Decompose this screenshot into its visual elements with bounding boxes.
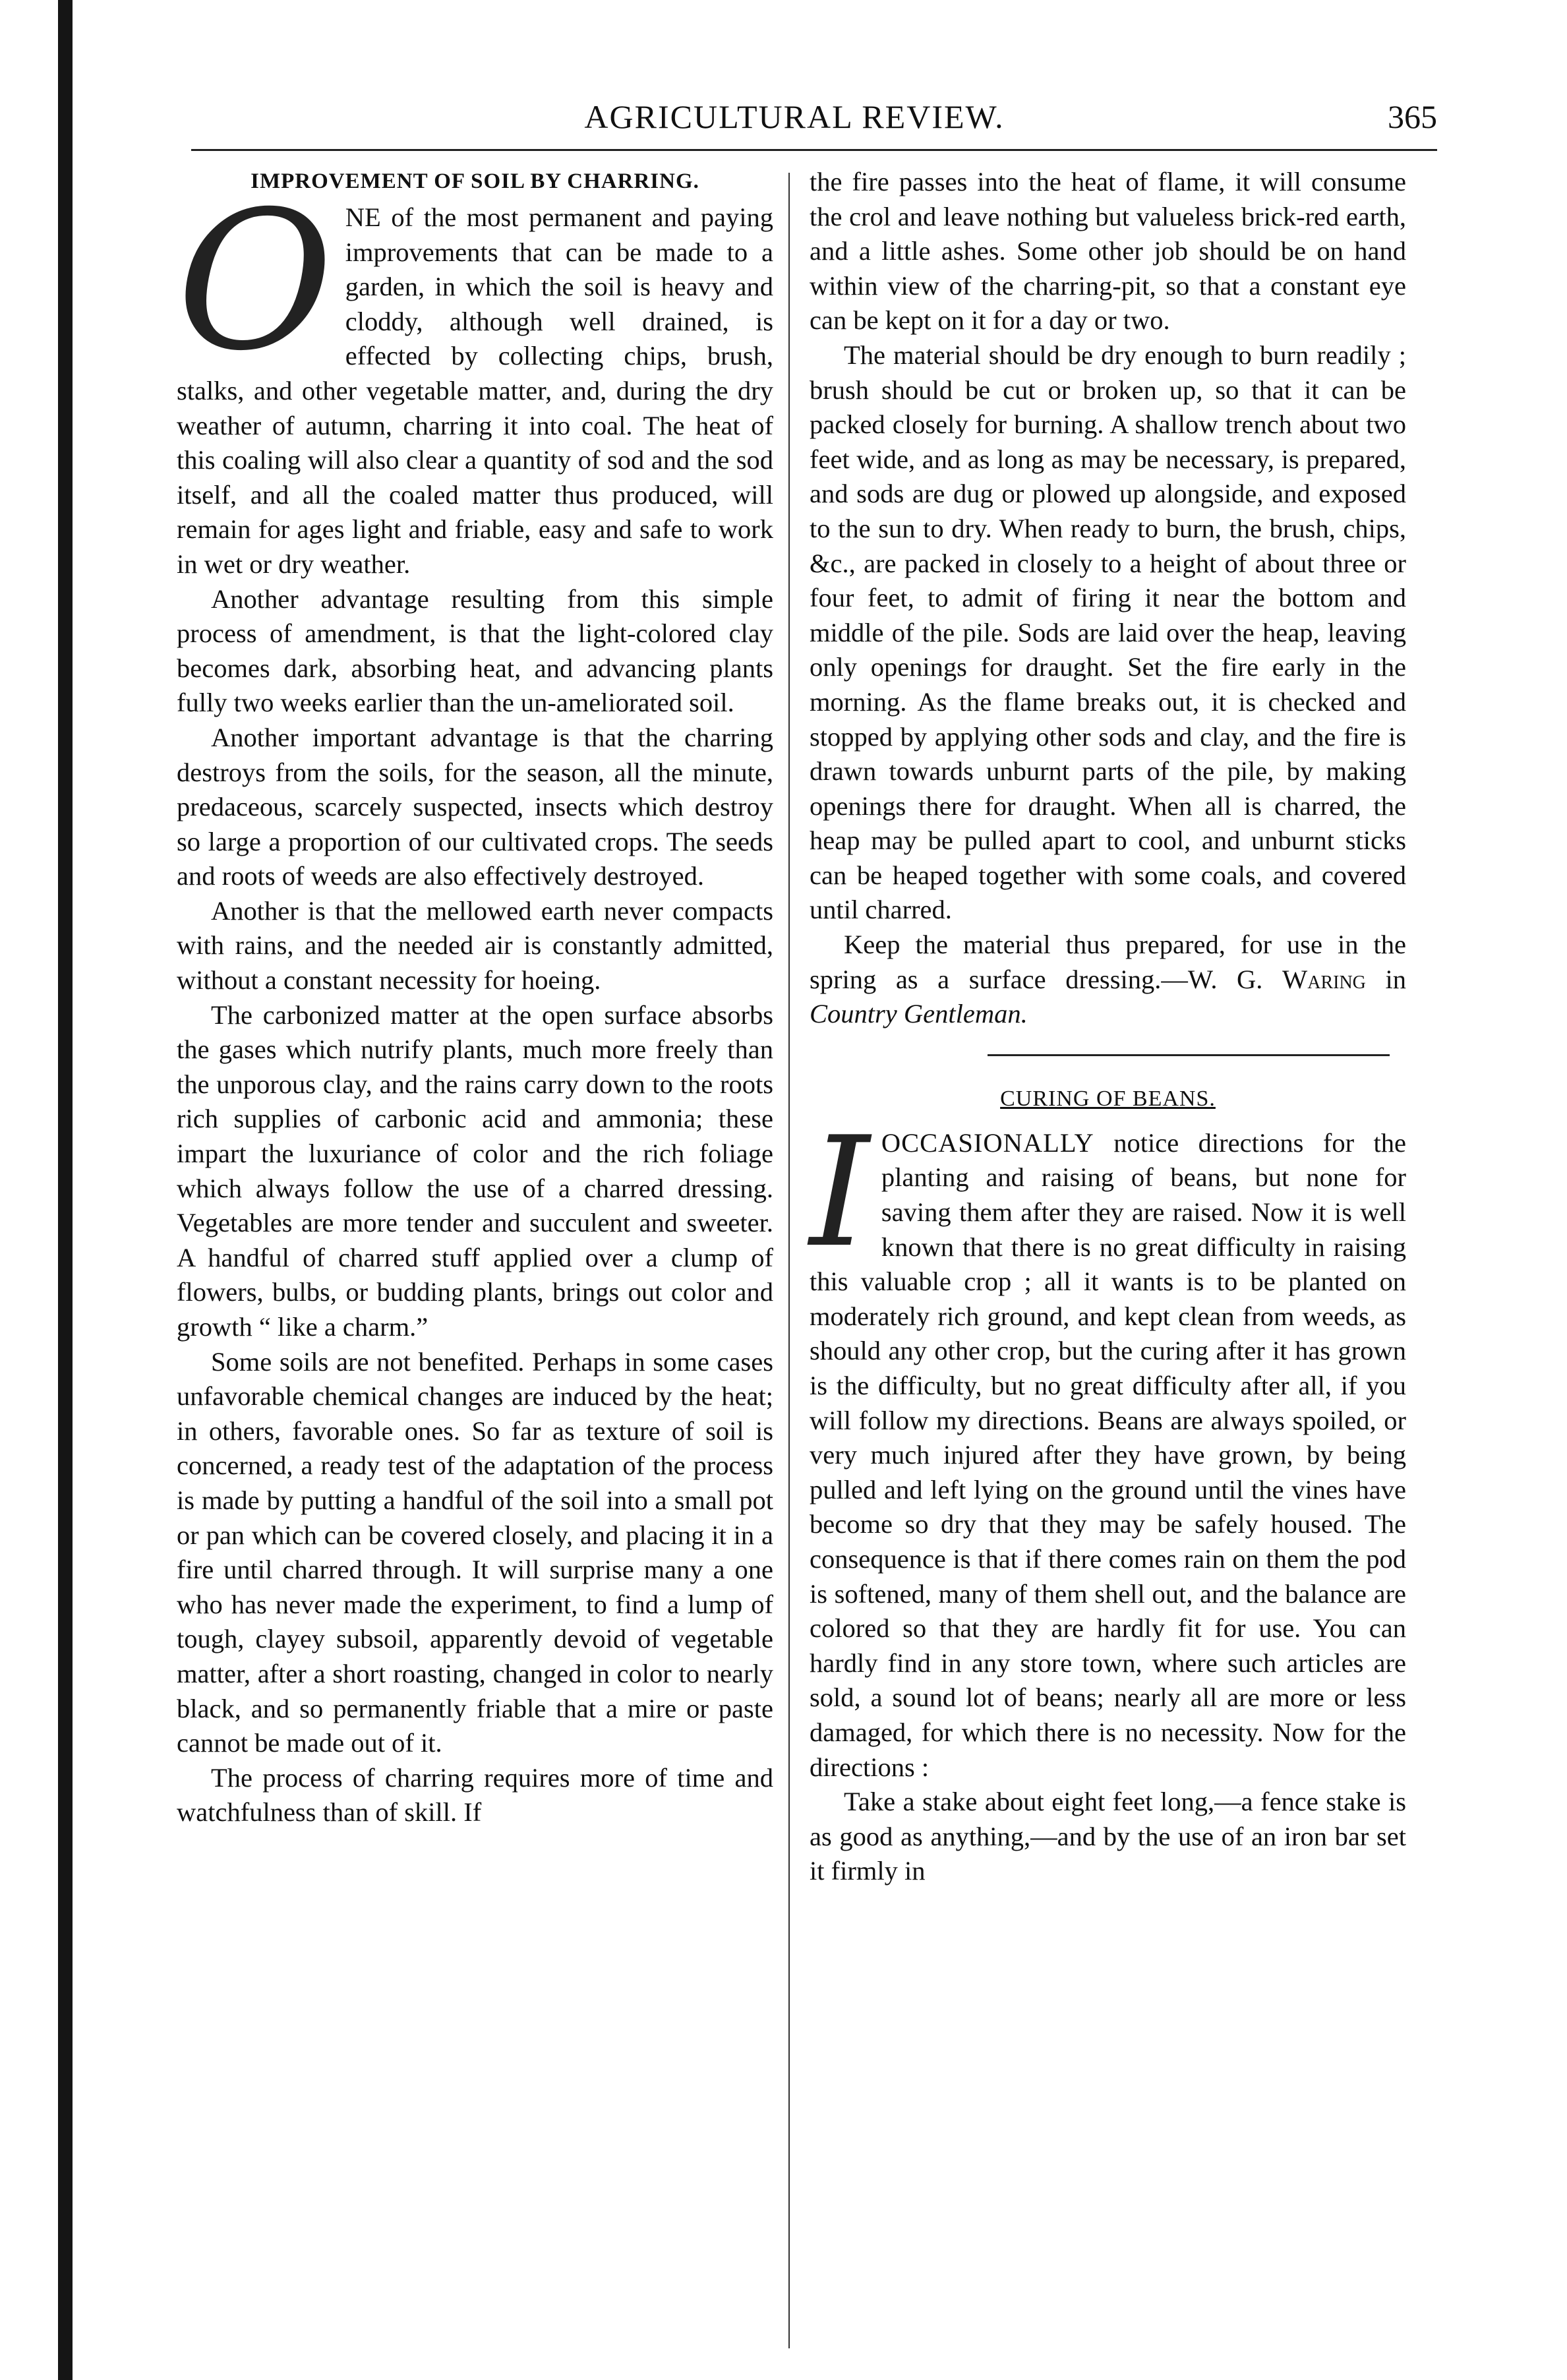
left-column: [177, 165, 773, 1830]
article1-paragraph-2: Another advantage resulting from this simple process of amendment, is that the light-colored clay becomes dark, absorbing heat, and advancing plants fully two weeks earlier than the un-ameliorated soil.: [177, 583, 773, 718]
article1-paragraph-7: The process of charring requires more of time and watchfulness than of skill. If: [177, 1762, 773, 1828]
running-title: AGRICULTURAL REVIEW.: [584, 98, 1005, 135]
article1-paragraph-5: The carbonized matter at the open surface absorbs the gases which nutrify plants, much more freely than the unporous clay, and the rains carry down to the roots rich supplies of carbonic acid and ammonia; these impart the luxuriance of color and the rich foliage which always follow the use of a charred dressing. Vegetables are more tender and succulent and sweeter. A handful of charred stuff applied over a clump of flowers, bulbs, or budding plants, brings out color and growth “ like a charm.”: [177, 999, 773, 1342]
page-number: 365: [1388, 98, 1437, 135]
source-name: Country Gentleman.: [810, 999, 1028, 1029]
section-rule: [988, 1054, 1390, 1056]
author-name: Waring: [1282, 964, 1366, 994]
article1-paragraph-9: The material should be dry enough to burn readily ; brush should be cut or broken up, so that it can be packed closely for burning. A shallow trench about two feet wide, and as long as may be necessary, is prepared, and sods are dug or plowed up alongside, and exposed to the sun to dry. When ready to burn, the brush, chips, &c., are packed in closely to a height of about three or four feet, to admit of firing it near the bottom and middle of the pile. Sods are laid over the heap, leaving only openings for draught. Set the fire early in the morning. As the flame breaks out, it is checked and stopped by applying other sods and clay, and the fire is drawn towards unburnt parts of the pile, by making openings there for draught. When all is charred, the heap may be pulled apart to cool, and unburnt sticks can be heaped together with some coals, and covered until charred.: [810, 340, 1406, 925]
header-rule: [191, 149, 1437, 151]
page-header: [152, 98, 1437, 144]
article1-paragraph-10: [810, 928, 1406, 1032]
article1-p10-text: Keep the material thus prepared, for use in the spring as a surface dressing.—W. G.: [810, 930, 1406, 994]
article-title-curing-beans: CURING OF BEANS.: [1000, 1086, 1216, 1111]
right-column: [810, 165, 1406, 1889]
book-spine-edge: [58, 0, 73, 2380]
article1-p1-text: NE of the most permanent and paying improvements that can be made to a garden, in which the soil is heavy and cloddy, although well drained, is effected by collecting chips, brush, stalks, and other vegetable matter, and, during the dry weather of autumn, charring it into coal. The heat of this coaling will also clear a quantity of sod and the sod itself, and all the coaled matter thus produced, will remain for ages light and friable, easy and safe to work in wet or dry weather.: [177, 202, 773, 579]
article2-lead-word: OCCASIONALLY: [881, 1127, 1094, 1158]
article2-p1-text: notice directions for the planting and raising of beans, but none for saving them after they are raised. Now it is well known that there is no great difficulty in raising this valuable crop ; all it wants is to be planted on moderately rich ground, and kept clean from weeds, as should any other crop, but the curing after it has grown is the difficulty, but no great difficulty after all, if you will follow my directions. Beans are always spoiled, or very much injured after they have grown, by being pulled and left lying on the ground until the vines have become so dry that they may be safely housed. The consequence is that if there comes rain on them the pod is softened, many of them shell out, and the balance are colored so that they are hardly fit for use. You can hardly find in any store town, where such articles are sold, a sound lot of beans; nearly all are more or less damaged, for which there is no necessity. Now for the directions :: [810, 1127, 1406, 1782]
article-title-soil-charring: IMPROVEMENT OF SOIL BY CHARRING.: [251, 169, 699, 193]
article2-paragraph-1: [810, 1104, 1406, 1785]
article1-p10-in: in: [1365, 964, 1406, 994]
drop-cap-o: O: [177, 171, 334, 393]
article1-paragraph-6: Some soils are not benefited. Perhaps in some cases unfavorable chemical changes are induced by the heat; in others, favorable ones. So far as texture of soil is concerned, a ready test of the adaptation of the process is made by putting a handful of the soil into a small pot or pan which can be covered closely, and placing it in a fire until charred through. It will surprise many a one who has never made the experiment, to find a lump of tough, clayey subsoil, apparently devoid of vegetable matter, after a short roasting, changed in color to nearly black, and so permanently friable that a mire or paste cannot be made out of it.: [177, 1346, 773, 1758]
drop-cap-i: I: [810, 1104, 870, 1281]
article1-paragraph-3: Another important advantage is that the charring destroys from the soils, for the season, all the minute, predaceous, scarcely suspected, insects which destroy so large a proportion of our cultivated crops. The seeds and roots of weeds are also effectively destroyed.: [177, 722, 773, 891]
article2-paragraph-2: Take a stake about eight feet long,—a fence stake is as good as anything,—and by the use of an iron bar set it firmly in: [810, 1787, 1406, 1886]
article1-paragraph-8: the fire passes into the heat of flame, it will consume the crol and leave nothing but valueless brick-red earth, and a little ashes. Some other job should be on hand within view of the charring-pit, so that a constant eye can be kept on it for a day or two.: [810, 167, 1406, 336]
article1-paragraph-4: Another is that the mellowed earth never compacts with rains, and the needed air is constantly admitted, without a constant necessity for hoeing.: [177, 895, 773, 996]
column-divider: [788, 173, 790, 2348]
